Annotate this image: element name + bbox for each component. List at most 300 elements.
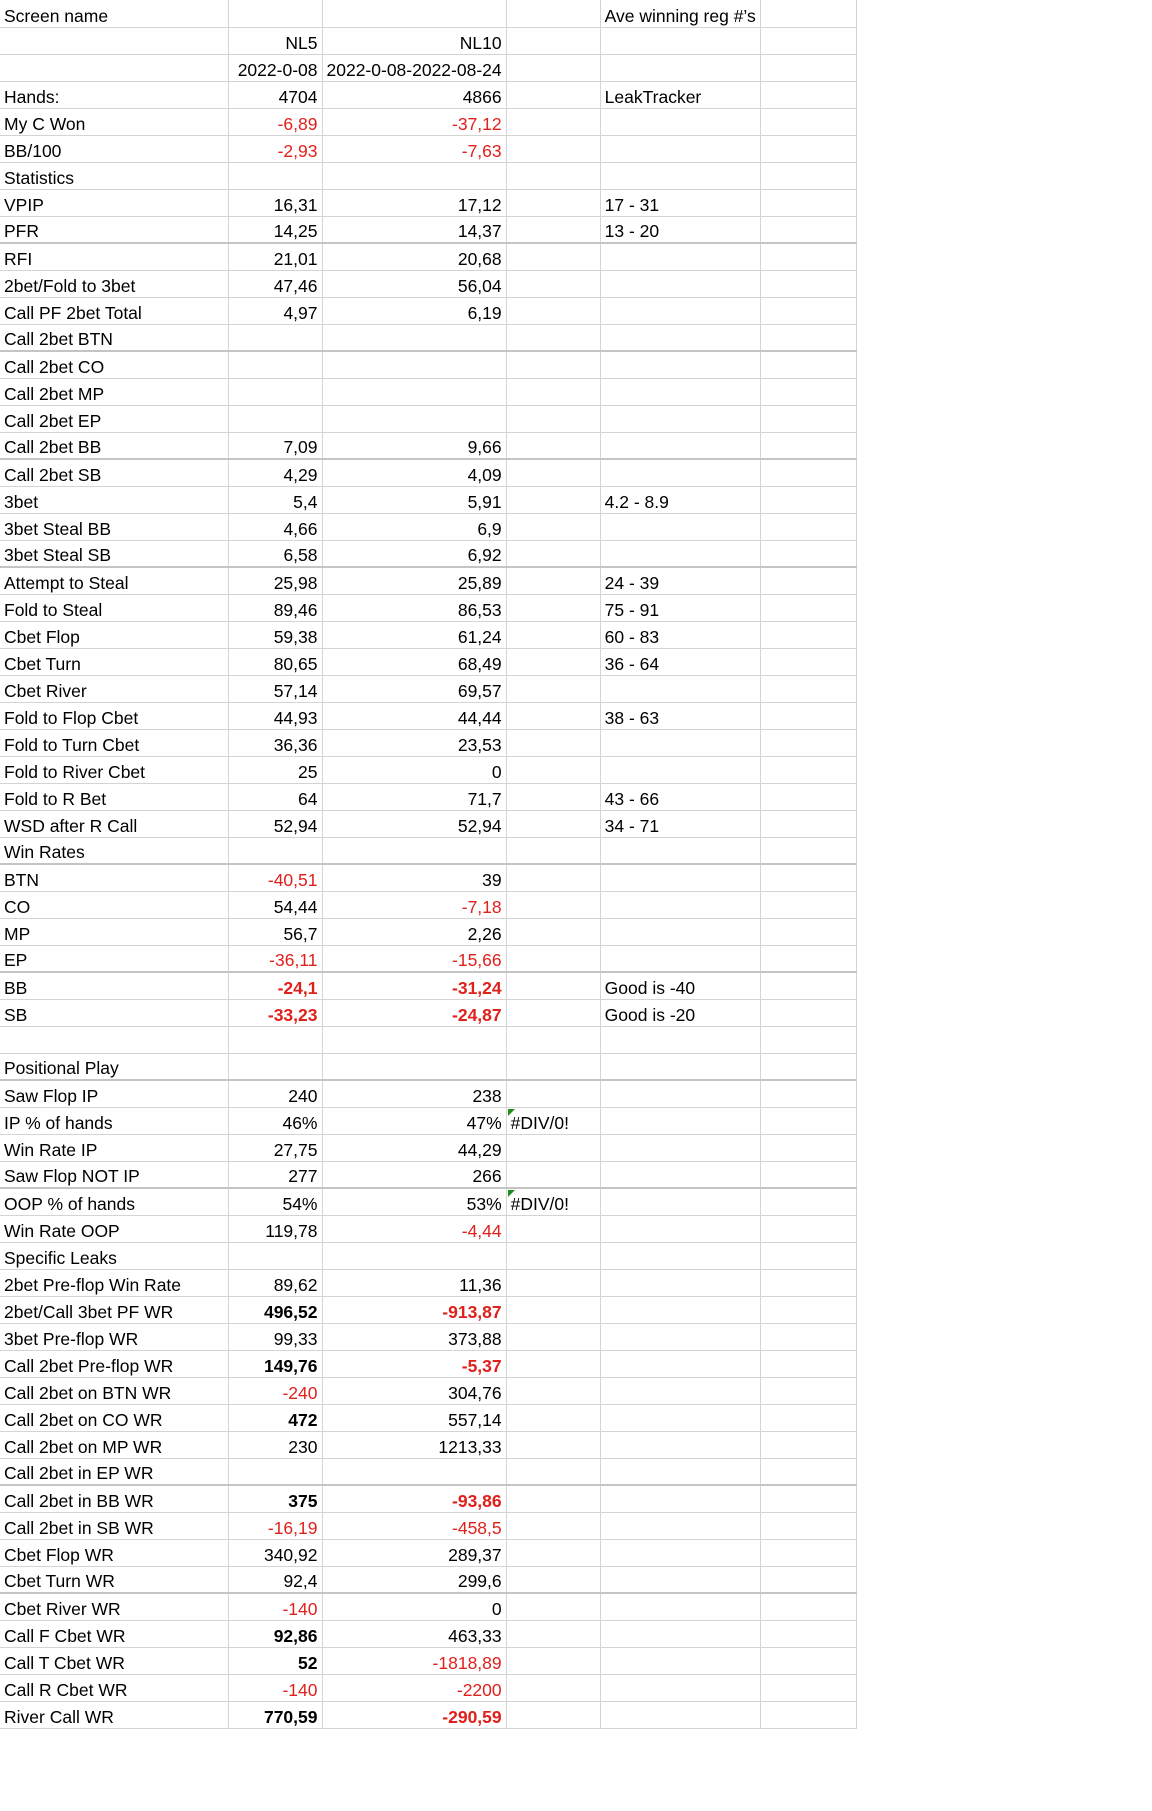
row-label-cell[interactable] (0, 1674, 228, 1701)
sheet-cell[interactable] (322, 702, 506, 729)
sheet-cell[interactable] (760, 1242, 856, 1269)
sheet-cell[interactable] (760, 1215, 856, 1242)
sheet-cell[interactable] (322, 1323, 506, 1350)
sheet-cell[interactable] (228, 243, 322, 270)
sheet-cell[interactable] (228, 1269, 322, 1296)
sheet-cell[interactable] (322, 405, 506, 432)
sheet-cell[interactable] (600, 972, 760, 999)
sheet-cell[interactable] (600, 108, 760, 135)
sheet-cell[interactable] (228, 162, 322, 189)
sheet-cell[interactable] (506, 216, 600, 243)
sheet-cell[interactable] (506, 675, 600, 702)
sheet-cell[interactable] (228, 378, 322, 405)
row-label-cell[interactable] (0, 135, 228, 162)
row-label-cell[interactable] (0, 1404, 228, 1431)
sheet-cell[interactable] (322, 432, 506, 459)
row-label-cell[interactable] (0, 1269, 228, 1296)
sheet-cell[interactable] (760, 1080, 856, 1107)
sheet-cell[interactable] (228, 891, 322, 918)
row-label-cell[interactable] (0, 486, 228, 513)
sheet-cell[interactable] (760, 270, 856, 297)
sheet-cell[interactable] (600, 1701, 760, 1728)
sheet-cell[interactable] (322, 189, 506, 216)
sheet-cell[interactable] (506, 81, 600, 108)
sheet-cell[interactable] (322, 1431, 506, 1458)
sheet-cell[interactable] (322, 648, 506, 675)
sheet-cell[interactable] (506, 891, 600, 918)
sheet-cell[interactable] (506, 1188, 600, 1215)
row-label-cell[interactable] (0, 729, 228, 756)
sheet-cell[interactable] (322, 1296, 506, 1323)
row-label-cell[interactable] (0, 81, 228, 108)
sheet-cell[interactable] (506, 1566, 600, 1593)
sheet-cell[interactable] (506, 783, 600, 810)
sheet-cell[interactable] (322, 1485, 506, 1512)
sheet-cell[interactable] (322, 0, 506, 27)
sheet-cell[interactable] (506, 702, 600, 729)
sheet-cell[interactable] (322, 594, 506, 621)
row-label-cell[interactable] (0, 945, 228, 972)
row-label-cell[interactable] (0, 1215, 228, 1242)
sheet-cell[interactable] (228, 621, 322, 648)
sheet-cell[interactable] (600, 1566, 760, 1593)
sheet-cell[interactable] (322, 918, 506, 945)
row-label-cell[interactable] (0, 675, 228, 702)
sheet-cell[interactable] (506, 1296, 600, 1323)
sheet-cell[interactable] (228, 1404, 322, 1431)
sheet-cell[interactable] (600, 918, 760, 945)
sheet-cell[interactable] (506, 594, 600, 621)
sheet-cell[interactable] (760, 810, 856, 837)
sheet-cell[interactable] (322, 675, 506, 702)
sheet-cell[interactable] (228, 675, 322, 702)
sheet-cell[interactable] (760, 189, 856, 216)
sheet-cell[interactable] (322, 1512, 506, 1539)
sheet-cell[interactable] (600, 1242, 760, 1269)
row-label-cell[interactable] (0, 1026, 228, 1053)
sheet-cell[interactable] (506, 1701, 600, 1728)
sheet-cell[interactable] (228, 1215, 322, 1242)
sheet-cell[interactable] (760, 216, 856, 243)
sheet-cell[interactable] (228, 486, 322, 513)
sheet-cell[interactable] (228, 1026, 322, 1053)
row-label-cell[interactable] (0, 27, 228, 54)
sheet-cell[interactable] (506, 1323, 600, 1350)
sheet-cell[interactable] (228, 513, 322, 540)
sheet-cell[interactable] (600, 1350, 760, 1377)
sheet-cell[interactable] (760, 1458, 856, 1485)
row-label-cell[interactable] (0, 621, 228, 648)
row-label-cell[interactable] (0, 594, 228, 621)
sheet-cell[interactable] (600, 81, 760, 108)
sheet-cell[interactable] (760, 567, 856, 594)
sheet-cell[interactable] (600, 1026, 760, 1053)
sheet-cell[interactable] (600, 1215, 760, 1242)
sheet-cell[interactable] (322, 1674, 506, 1701)
sheet-cell[interactable] (760, 1377, 856, 1404)
sheet-cell[interactable] (506, 432, 600, 459)
row-label-cell[interactable] (0, 1053, 228, 1080)
sheet-cell[interactable] (228, 1566, 322, 1593)
sheet-cell[interactable] (760, 1620, 856, 1647)
sheet-cell[interactable] (760, 486, 856, 513)
sheet-cell[interactable] (760, 675, 856, 702)
row-label-cell[interactable] (0, 0, 228, 27)
sheet-cell[interactable] (506, 1026, 600, 1053)
sheet-cell[interactable] (600, 729, 760, 756)
sheet-cell[interactable] (760, 1539, 856, 1566)
sheet-cell[interactable] (228, 1350, 322, 1377)
sheet-cell[interactable] (600, 621, 760, 648)
sheet-cell[interactable] (322, 27, 506, 54)
sheet-cell[interactable] (600, 1647, 760, 1674)
sheet-cell[interactable] (506, 1593, 600, 1620)
sheet-cell[interactable] (506, 837, 600, 864)
sheet-cell[interactable] (322, 1539, 506, 1566)
sheet-cell[interactable] (506, 162, 600, 189)
sheet-cell[interactable] (322, 486, 506, 513)
row-label-cell[interactable] (0, 1134, 228, 1161)
sheet-cell[interactable] (506, 567, 600, 594)
sheet-cell[interactable] (600, 324, 760, 351)
row-label-cell[interactable] (0, 189, 228, 216)
sheet-cell[interactable] (228, 1377, 322, 1404)
sheet-cell[interactable] (322, 513, 506, 540)
sheet-cell[interactable] (760, 27, 856, 54)
sheet-cell[interactable] (322, 1215, 506, 1242)
sheet-cell[interactable] (228, 864, 322, 891)
sheet-cell[interactable] (760, 405, 856, 432)
sheet-cell[interactable] (228, 1647, 322, 1674)
sheet-cell[interactable] (760, 1296, 856, 1323)
sheet-cell[interactable] (322, 999, 506, 1026)
sheet-cell[interactable] (600, 1134, 760, 1161)
sheet-cell[interactable] (760, 135, 856, 162)
sheet-cell[interactable] (506, 1485, 600, 1512)
sheet-cell[interactable] (228, 216, 322, 243)
sheet-cell[interactable] (506, 810, 600, 837)
sheet-cell[interactable] (322, 81, 506, 108)
sheet-cell[interactable] (600, 432, 760, 459)
sheet-cell[interactable] (228, 648, 322, 675)
sheet-cell[interactable] (760, 1647, 856, 1674)
sheet-cell[interactable] (228, 351, 322, 378)
sheet-cell[interactable] (506, 1350, 600, 1377)
row-label-cell[interactable] (0, 1107, 228, 1134)
row-label-cell[interactable] (0, 648, 228, 675)
sheet-cell[interactable] (228, 1080, 322, 1107)
sheet-cell[interactable] (228, 1188, 322, 1215)
sheet-cell[interactable] (228, 81, 322, 108)
sheet-cell[interactable] (506, 945, 600, 972)
sheet-cell[interactable] (760, 1566, 856, 1593)
sheet-cell[interactable] (506, 54, 600, 81)
sheet-cell[interactable] (600, 1188, 760, 1215)
sheet-cell[interactable] (760, 108, 856, 135)
sheet-cell[interactable] (228, 459, 322, 486)
sheet-cell[interactable] (228, 1485, 322, 1512)
sheet-cell[interactable] (322, 162, 506, 189)
sheet-cell[interactable] (322, 1107, 506, 1134)
sheet-cell[interactable] (760, 621, 856, 648)
sheet-cell[interactable] (760, 1161, 856, 1188)
sheet-cell[interactable] (322, 1377, 506, 1404)
row-label-cell[interactable] (0, 567, 228, 594)
sheet-cell[interactable] (228, 540, 322, 567)
row-label-cell[interactable] (0, 1458, 228, 1485)
sheet-cell[interactable] (228, 0, 322, 27)
row-label-cell[interactable] (0, 54, 228, 81)
sheet-cell[interactable] (506, 1161, 600, 1188)
sheet-cell[interactable] (600, 54, 760, 81)
sheet-cell[interactable] (322, 1080, 506, 1107)
sheet-cell[interactable] (506, 135, 600, 162)
sheet-cell[interactable] (760, 1107, 856, 1134)
sheet-cell[interactable] (600, 297, 760, 324)
row-label-cell[interactable] (0, 324, 228, 351)
sheet-cell[interactable] (228, 567, 322, 594)
sheet-cell[interactable] (322, 1458, 506, 1485)
sheet-cell[interactable] (760, 1134, 856, 1161)
sheet-cell[interactable] (322, 729, 506, 756)
sheet-cell[interactable] (760, 756, 856, 783)
sheet-cell[interactable] (506, 513, 600, 540)
sheet-cell[interactable] (600, 675, 760, 702)
sheet-cell[interactable] (600, 1296, 760, 1323)
sheet-cell[interactable] (322, 378, 506, 405)
sheet-cell[interactable] (228, 1134, 322, 1161)
sheet-cell[interactable] (322, 783, 506, 810)
sheet-cell[interactable] (322, 891, 506, 918)
sheet-cell[interactable] (600, 513, 760, 540)
sheet-cell[interactable] (322, 1161, 506, 1188)
row-label-cell[interactable] (0, 1161, 228, 1188)
sheet-cell[interactable] (600, 1485, 760, 1512)
sheet-cell[interactable] (506, 1647, 600, 1674)
sheet-cell[interactable] (600, 594, 760, 621)
sheet-cell[interactable] (506, 27, 600, 54)
sheet-cell[interactable] (228, 27, 322, 54)
sheet-cell[interactable] (760, 324, 856, 351)
sheet-cell[interactable] (506, 1080, 600, 1107)
sheet-cell[interactable] (600, 405, 760, 432)
sheet-cell[interactable] (322, 351, 506, 378)
row-label-cell[interactable] (0, 1431, 228, 1458)
sheet-cell[interactable] (322, 1701, 506, 1728)
row-label-cell[interactable] (0, 702, 228, 729)
row-label-cell[interactable] (0, 1080, 228, 1107)
sheet-cell[interactable] (228, 1458, 322, 1485)
sheet-cell[interactable] (760, 513, 856, 540)
sheet-cell[interactable] (228, 432, 322, 459)
sheet-cell[interactable] (322, 1620, 506, 1647)
sheet-cell[interactable] (322, 216, 506, 243)
row-label-cell[interactable] (0, 783, 228, 810)
sheet-cell[interactable] (760, 1053, 856, 1080)
sheet-cell[interactable] (760, 81, 856, 108)
row-label-cell[interactable] (0, 1485, 228, 1512)
sheet-cell[interactable] (600, 1269, 760, 1296)
sheet-cell[interactable] (600, 837, 760, 864)
row-label-cell[interactable] (0, 216, 228, 243)
sheet-cell[interactable] (760, 1593, 856, 1620)
sheet-cell[interactable] (760, 783, 856, 810)
sheet-cell[interactable] (322, 1242, 506, 1269)
sheet-cell[interactable] (322, 324, 506, 351)
sheet-cell[interactable] (228, 918, 322, 945)
sheet-cell[interactable] (600, 351, 760, 378)
sheet-cell[interactable] (322, 1566, 506, 1593)
sheet-cell[interactable] (322, 756, 506, 783)
sheet-cell[interactable] (760, 864, 856, 891)
sheet-cell[interactable] (506, 918, 600, 945)
sheet-cell[interactable] (228, 405, 322, 432)
sheet-cell[interactable] (506, 1215, 600, 1242)
sheet-cell[interactable] (600, 243, 760, 270)
sheet-cell[interactable] (506, 1620, 600, 1647)
sheet-cell[interactable] (228, 1539, 322, 1566)
sheet-cell[interactable] (322, 459, 506, 486)
sheet-cell[interactable] (600, 756, 760, 783)
sheet-cell[interactable] (506, 189, 600, 216)
sheet-cell[interactable] (506, 1404, 600, 1431)
sheet-cell[interactable] (228, 1107, 322, 1134)
sheet-cell[interactable] (760, 999, 856, 1026)
sheet-cell[interactable] (600, 378, 760, 405)
sheet-cell[interactable] (600, 1458, 760, 1485)
sheet-cell[interactable] (322, 1134, 506, 1161)
sheet-cell[interactable] (506, 1512, 600, 1539)
sheet-cell[interactable] (228, 729, 322, 756)
sheet-cell[interactable] (228, 270, 322, 297)
row-label-cell[interactable] (0, 432, 228, 459)
sheet-cell[interactable] (506, 1053, 600, 1080)
row-label-cell[interactable] (0, 1566, 228, 1593)
sheet-cell[interactable] (600, 0, 760, 27)
sheet-cell[interactable] (322, 135, 506, 162)
sheet-cell[interactable] (760, 891, 856, 918)
sheet-cell[interactable] (506, 1269, 600, 1296)
sheet-cell[interactable] (600, 135, 760, 162)
sheet-cell[interactable] (228, 1620, 322, 1647)
sheet-cell[interactable] (322, 1404, 506, 1431)
row-label-cell[interactable] (0, 756, 228, 783)
sheet-cell[interactable] (506, 108, 600, 135)
sheet-cell[interactable] (322, 540, 506, 567)
sheet-cell[interactable] (228, 1701, 322, 1728)
sheet-cell[interactable] (322, 567, 506, 594)
sheet-cell[interactable] (760, 1188, 856, 1215)
sheet-cell[interactable] (322, 108, 506, 135)
sheet-cell[interactable] (506, 486, 600, 513)
row-label-cell[interactable] (0, 918, 228, 945)
sheet-cell[interactable] (228, 999, 322, 1026)
sheet-cell[interactable] (506, 297, 600, 324)
sheet-cell[interactable] (600, 27, 760, 54)
sheet-cell[interactable] (760, 972, 856, 999)
sheet-cell[interactable] (760, 297, 856, 324)
sheet-cell[interactable] (600, 702, 760, 729)
sheet-cell[interactable] (760, 837, 856, 864)
row-label-cell[interactable] (0, 297, 228, 324)
sheet-cell[interactable] (600, 270, 760, 297)
row-label-cell[interactable] (0, 270, 228, 297)
sheet-cell[interactable] (760, 918, 856, 945)
sheet-cell[interactable] (506, 1377, 600, 1404)
sheet-cell[interactable] (506, 405, 600, 432)
sheet-cell[interactable] (760, 351, 856, 378)
sheet-cell[interactable] (600, 1404, 760, 1431)
sheet-cell[interactable] (600, 864, 760, 891)
sheet-cell[interactable] (600, 1431, 760, 1458)
sheet-cell[interactable] (760, 1431, 856, 1458)
sheet-cell[interactable] (506, 648, 600, 675)
sheet-cell[interactable] (228, 1431, 322, 1458)
sheet-cell[interactable] (228, 297, 322, 324)
sheet-cell[interactable] (506, 270, 600, 297)
sheet-cell[interactable] (322, 270, 506, 297)
row-label-cell[interactable] (0, 1512, 228, 1539)
row-label-cell[interactable] (0, 459, 228, 486)
sheet-cell[interactable] (228, 1296, 322, 1323)
sheet-cell[interactable] (228, 54, 322, 81)
sheet-cell[interactable] (228, 189, 322, 216)
sheet-cell[interactable] (322, 864, 506, 891)
sheet-cell[interactable] (506, 1431, 600, 1458)
row-label-cell[interactable] (0, 1242, 228, 1269)
row-label-cell[interactable] (0, 1539, 228, 1566)
sheet-cell[interactable] (228, 837, 322, 864)
sheet-cell[interactable] (506, 972, 600, 999)
sheet-cell[interactable] (506, 378, 600, 405)
sheet-cell[interactable] (600, 162, 760, 189)
row-label-cell[interactable] (0, 1593, 228, 1620)
sheet-cell[interactable] (228, 702, 322, 729)
sheet-cell[interactable] (600, 810, 760, 837)
sheet-cell[interactable] (506, 729, 600, 756)
sheet-cell[interactable] (600, 1512, 760, 1539)
sheet-cell[interactable] (228, 1512, 322, 1539)
sheet-cell[interactable] (322, 1026, 506, 1053)
sheet-cell[interactable] (506, 1674, 600, 1701)
row-label-cell[interactable] (0, 1188, 228, 1215)
sheet-cell[interactable] (600, 1053, 760, 1080)
sheet-cell[interactable] (506, 1539, 600, 1566)
sheet-cell[interactable] (322, 297, 506, 324)
sheet-cell[interactable] (228, 972, 322, 999)
sheet-cell[interactable] (600, 1377, 760, 1404)
row-label-cell[interactable] (0, 1296, 228, 1323)
sheet-cell[interactable] (760, 729, 856, 756)
sheet-cell[interactable] (228, 1242, 322, 1269)
sheet-cell[interactable] (760, 243, 856, 270)
sheet-cell[interactable] (322, 1188, 506, 1215)
sheet-cell[interactable] (322, 945, 506, 972)
sheet-cell[interactable] (506, 324, 600, 351)
row-label-cell[interactable] (0, 1377, 228, 1404)
sheet-cell[interactable] (228, 783, 322, 810)
row-label-cell[interactable] (0, 351, 228, 378)
sheet-cell[interactable] (600, 783, 760, 810)
sheet-cell[interactable] (760, 702, 856, 729)
sheet-cell[interactable] (760, 1026, 856, 1053)
sheet-cell[interactable] (760, 1404, 856, 1431)
row-label-cell[interactable] (0, 972, 228, 999)
sheet-cell[interactable] (760, 459, 856, 486)
sheet-cell[interactable] (228, 1593, 322, 1620)
sheet-cell[interactable] (600, 1593, 760, 1620)
sheet-cell[interactable] (506, 621, 600, 648)
